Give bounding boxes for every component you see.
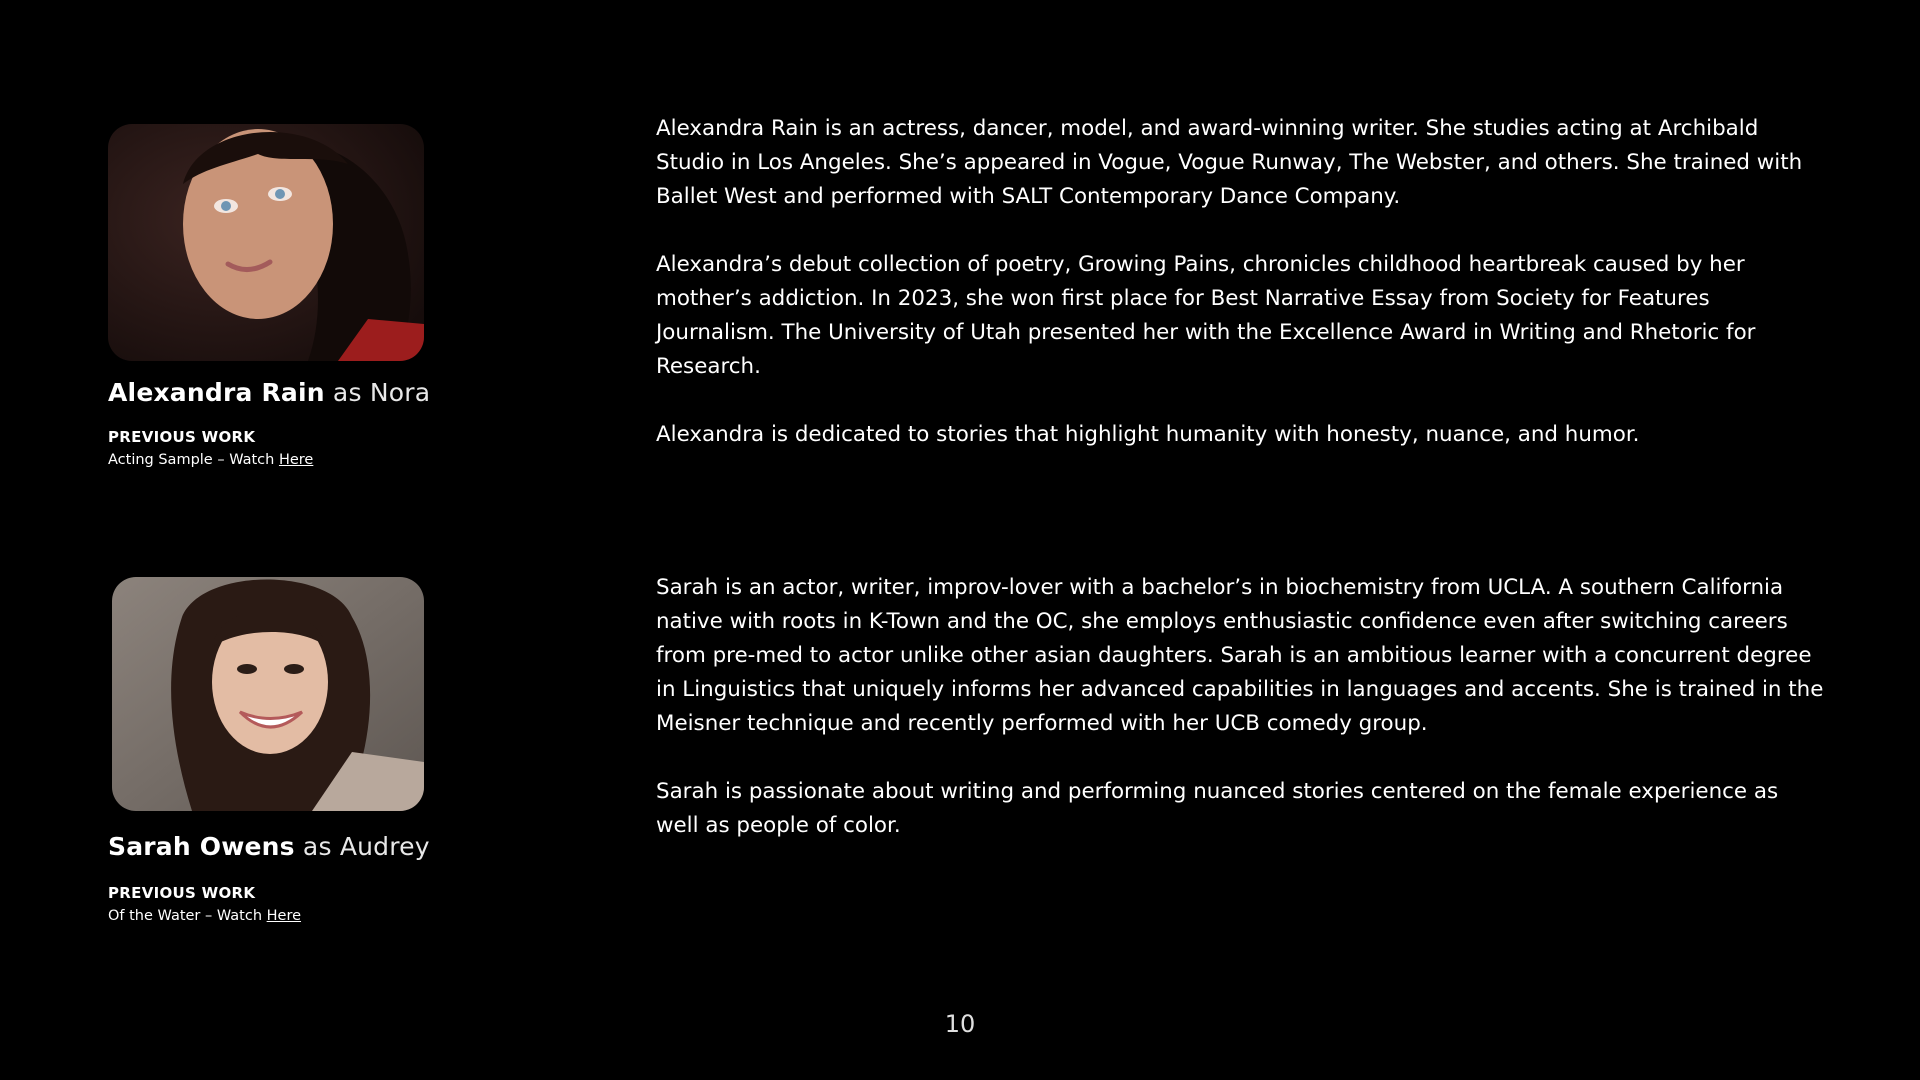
actor-photo-sarah	[112, 577, 424, 811]
page-number: 10	[944, 1010, 976, 1038]
actor-photo-alexandra	[108, 124, 424, 361]
bio-paragraph: Alexandra is dedicated to stories that highlight humanity with honesty, nuance, and humor.	[656, 422, 1640, 447]
watch-here-link[interactable]: Here	[266, 908, 302, 924]
role-name: as Audrey	[302, 832, 430, 861]
role-name: as Nora	[332, 378, 431, 407]
bio-text	[656, 571, 1826, 877]
bio-paragraph: Alexandra’s debut collection of poetry, Growing Pains, chronicles childhood heartbreak caused by her mother’s addiction. In 2023, she won first place for Best Narrative Essay from Society for Features Journalism. The University of Utah presented her with the Excellence Award in Writing and Rhetoric for Research.	[656, 252, 1756, 379]
portrait-image-icon	[108, 124, 424, 361]
actor-name: Sarah Owens	[108, 832, 295, 861]
previous-work-line	[108, 908, 301, 924]
previous-work-label: PREVIOUS WORK	[108, 884, 256, 902]
previous-work-line	[108, 452, 313, 468]
portrait-image-icon	[112, 577, 424, 811]
watch-here-link[interactable]: Here	[278, 452, 314, 468]
bio-paragraph: Sarah is passionate about writing and performing nuanced stories centered on the female experience as well as people of color.	[656, 779, 1779, 838]
actor-name: Alexandra Rain	[108, 378, 325, 407]
bio-text	[656, 112, 1826, 486]
cast-name-line	[108, 378, 430, 407]
bio-paragraph: Sarah is an actor, writer, improv-lover with a bachelor’s in biochemistry from UCLA. A southern California native with roots in K-Town and the OC, she employs enthusiastic confidence even after switching careers from pre-med to actor unlike other asian daughters. Sarah is an ambitious learner with a concurrent degree in Linguistics that uniquely informs her advanced capabilities in languages and accents. She is trained in the Meisner technique and recently performed with her UCB comedy group.	[656, 575, 1824, 736]
bio-paragraph: Alexandra Rain is an actress, dancer, model, and award-winning writer. She studies acting at Archibald Studio in Los Angeles. She’s appeared in Vogue, Vogue Runway, The Webster, and others. She trained with Ballet West and performed with SALT Contemporary Dance Company.	[656, 116, 1803, 209]
cast-name-line	[108, 832, 430, 861]
previous-work-label: PREVIOUS WORK	[108, 428, 256, 446]
previous-work-text: Of the Water – Watch	[108, 908, 267, 924]
previous-work-text: Acting Sample – Watch	[108, 452, 279, 468]
